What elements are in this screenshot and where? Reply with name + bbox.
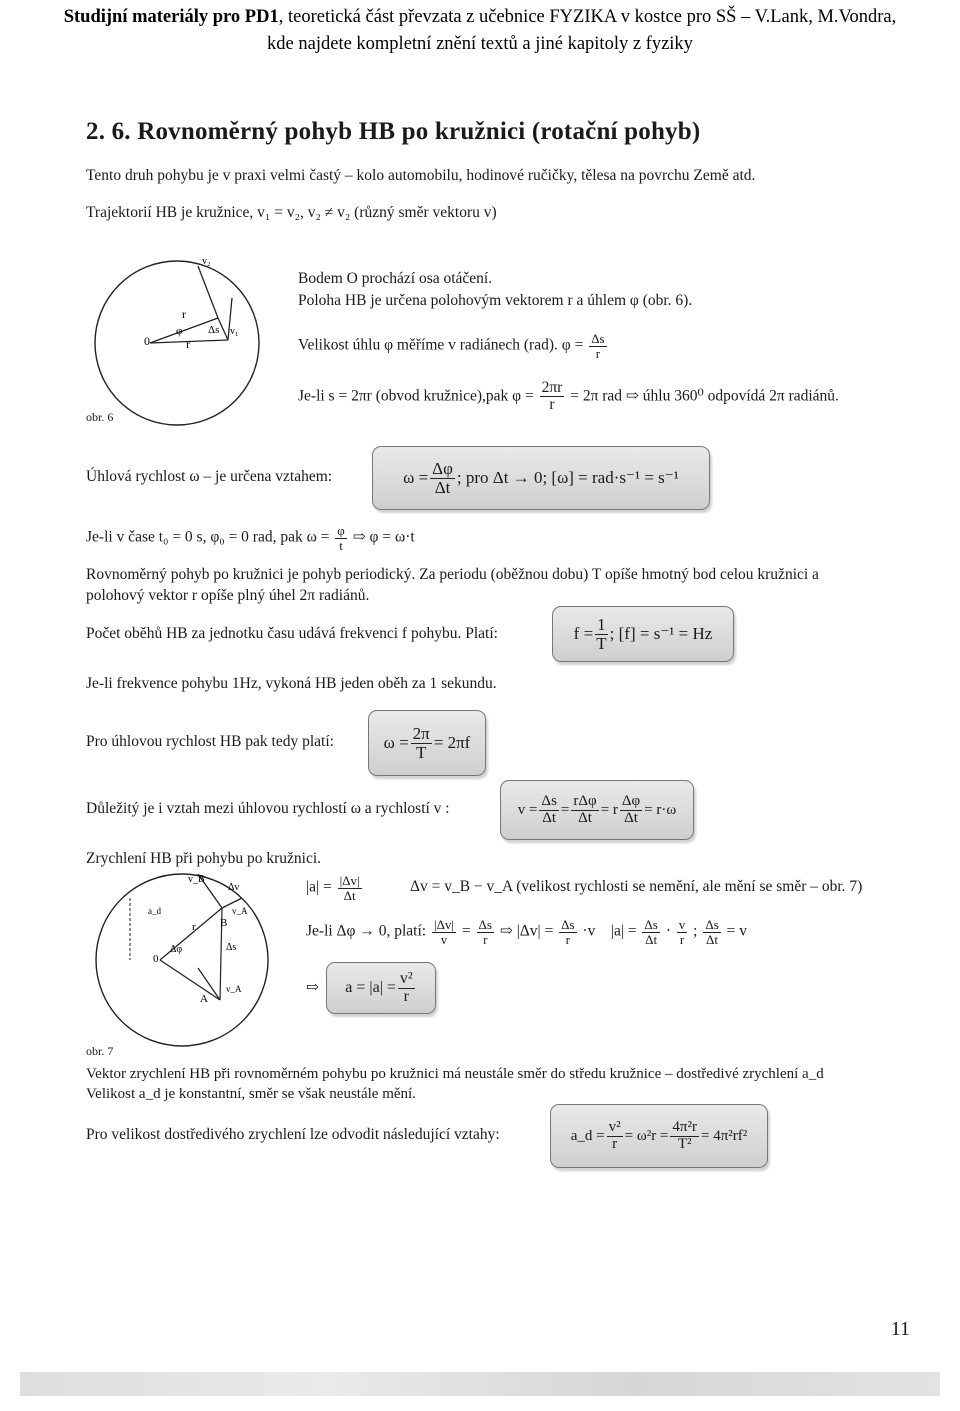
velocity-v2-arrow [198, 266, 218, 318]
page-number: 11 [890, 1318, 910, 1340]
fig6-t3-fraction [589, 332, 606, 360]
cent-mid: = ω²r = [624, 1127, 669, 1144]
fig6-t3-prefix: Velikost úhlu φ měříme v radiánech (rad). φ = [298, 336, 584, 354]
label-v1: v₁ [230, 326, 239, 337]
label-b: B [220, 917, 228, 929]
label-phi-7: Δφ [170, 944, 183, 955]
acceleration-title: Zrychlení HB při pohybu po kružnici. [86, 850, 322, 867]
scan-bottom-edge [20, 1372, 940, 1396]
fig6-text-3 [298, 332, 609, 360]
limit-f2 [477, 918, 494, 946]
radius-to-a [160, 960, 220, 1000]
rel-rest: = r·ω [644, 801, 677, 818]
header-rest: , teoretická část převzata z učebnice FYZIKA v kostce pro SŠ – V.Lank, M.Vondra, [278, 7, 897, 27]
rel-f3 [620, 794, 642, 827]
cent-f1-den: r [612, 1135, 618, 1152]
label-r-top: r [182, 307, 186, 321]
acc-magnitude [306, 874, 364, 902]
limit-f1-num: |Δv| [433, 917, 455, 932]
header-bold: Studijní materiály pro PD1 [63, 7, 279, 27]
centripetal-line-1: Vektor zrychlení HB při rovnoměrném pohybu po kružnici má neustále směr do středu kružnice – dostředivé zrychlení a_d [86, 1066, 824, 1082]
periodic-line-2: polohový vektor r opíše plný úhel 2π radiánů. [86, 587, 370, 604]
label-v2: v₂ [202, 256, 211, 267]
omega-f-label: Pro úhlovou rychlost HB pak tedy platí: [86, 733, 334, 750]
acc-num: |Δv| [339, 873, 360, 888]
limit-f1-den: v [440, 931, 448, 947]
freq-lhs: f = [573, 624, 594, 643]
rel-f2 [571, 794, 598, 827]
limit-f5-num: v [678, 917, 686, 932]
time-eq-den: t [339, 537, 343, 553]
acc-result-box [326, 962, 436, 1014]
figure-7-diagram [80, 868, 305, 1053]
limit-semi: ; [693, 922, 698, 940]
label-vb: v_B [188, 874, 205, 885]
section-title: 2. 6. Rovnoměrný pohyb HB po kružnici (rotační pohyb) [86, 118, 701, 145]
cent-rest: = 4π²rf² [700, 1127, 748, 1144]
acc-result-fraction [398, 971, 415, 1006]
fig6-t4-num: 2πr [541, 379, 563, 396]
intro-paragraph-1: Tento druh pohybu je v praxi velmi častý – kolo automobilu, hodinové ručičky, tělesa na povrchu Země atd. [86, 167, 756, 184]
limit-f4 [642, 918, 659, 946]
limit-f4-num: Δs [644, 917, 658, 932]
omega-f-den: T [416, 742, 427, 762]
av-den: Δt [434, 477, 451, 497]
figure-6-caption: obr. 6 [86, 410, 114, 424]
limit-eq1: = [461, 922, 471, 940]
limit-dot: · [665, 922, 671, 940]
omega-f-num: 2π [412, 723, 430, 743]
time-eq-prefix: Je-li v čase t₀ = 0 s, φ₀ = 0 rad, pak ω = [86, 528, 330, 546]
label-a: A [200, 993, 208, 1005]
limit-f2-num: Δs [478, 917, 492, 932]
limit-v: ·v [582, 922, 596, 940]
relation-label: Důležitý je i vztah mezi úhlovou rychlostí ω a rychlostí v : [86, 800, 450, 817]
label-ds: Δs [208, 324, 220, 336]
omega-f-lhs: ω = [383, 733, 409, 752]
freq-den: T [596, 633, 607, 653]
figure-6-diagram [70, 248, 285, 428]
freq-num: 1 [597, 614, 606, 634]
figure-7-caption: obr. 7 [86, 1044, 114, 1058]
fig6-t3-den: r [595, 345, 601, 361]
label-phi: φ [176, 325, 183, 337]
frequency-formula-box [552, 606, 734, 662]
time-eq-fraction [335, 524, 347, 552]
acc-limit [306, 918, 747, 946]
av-lhs: ω = [403, 468, 429, 487]
omega-f-fraction [411, 725, 432, 762]
angular-velocity-label: Úhlová rychlost ω – je určena vztahem: [86, 468, 333, 485]
limit-f5 [677, 918, 688, 946]
acc-result-den: r [403, 987, 409, 1005]
acc-fraction [338, 874, 362, 902]
av-fraction [430, 460, 455, 497]
cent-lhs: a_d = [570, 1127, 605, 1144]
label-dv: Δv [228, 882, 240, 893]
limit-f6-den: Δt [706, 931, 719, 947]
cent-f1 [607, 1120, 623, 1153]
delta-s-chord [218, 318, 228, 340]
limit-f5-den: r [679, 931, 685, 947]
omega-f-formula-box [368, 710, 486, 776]
rel-f2-den: Δt [578, 809, 592, 826]
label-va-top: v_A [232, 906, 248, 916]
label-va-bottom: v_A [226, 984, 242, 994]
fig6-text-1: Bodem O prochází osa otáčení. [298, 270, 493, 287]
limit-f3 [559, 918, 576, 946]
av-rest: ; pro Δt → 0; [ω] = rad·s⁻¹ = s⁻¹ [456, 468, 679, 487]
rel-f2-num: rΔφ [573, 792, 597, 809]
frequency-note: Je-li frekvence pohybu 1Hz, vykoná HB jeden oběh za 1 sekundu. [86, 675, 497, 692]
rel-eq: = [560, 801, 570, 818]
limit-f6 [703, 918, 720, 946]
periodic-line-1: Rovnoměrný pohyb po kružnici je pohyb periodický. Za periodu (oběžnou dobu) T opíše hmotný bod celou kružnici a [86, 566, 819, 583]
limit-f1 [432, 918, 456, 946]
fig6-t4-fraction [540, 380, 565, 414]
centripetal-formula-box [550, 1104, 768, 1168]
fig6-t4-suffix: = 2π rad ⇨ úhlu 360⁰ odpovídá 2π radiánů. [570, 387, 839, 405]
acc-den: Δt [343, 887, 356, 903]
cent-f1-num: v² [608, 1118, 621, 1135]
rel-lhs: v = [517, 801, 538, 818]
fig6-t4-prefix: Je-li s = 2πr (obvod kružnice),pak φ = [298, 387, 534, 405]
time-eq-suffix: ⇨ φ = ω·t [352, 528, 415, 546]
rel-f3-den: Δt [624, 809, 638, 826]
rel-f1-num: Δs [541, 792, 557, 809]
centripetal-label: Pro velikost dostředivého zrychlení lze odvodit následující vztahy: [86, 1126, 500, 1143]
time-eq-num: φ [337, 523, 345, 538]
centripetal-line-2: Velikost a_d je konstantní, směr se však neustále mění. [86, 1086, 416, 1102]
cent-f2 [670, 1120, 699, 1153]
limit-f4-den: Δt [645, 931, 658, 947]
label-ad: a_d [148, 906, 161, 916]
angular-velocity-formula-box [372, 446, 710, 510]
circle-trajectory-7 [96, 874, 268, 1046]
intro-paragraph-2: Trajektorií HB je kružnice, v₁ = v₂, v₂ ≠ v₂ (různý směr vektoru v) [86, 204, 497, 221]
label-r-bottom: r [186, 337, 190, 351]
limit-a: |a| = [610, 922, 637, 940]
rel-f1 [539, 794, 558, 827]
rel-f3-num: Δφ [621, 792, 641, 809]
label-ds-7: Δs [226, 942, 237, 953]
rel-eq2: = r [600, 801, 618, 818]
av-num: Δφ [432, 458, 453, 478]
freq-rest: ; [f] = s⁻¹ = Hz [609, 624, 713, 643]
time-equation [86, 524, 415, 552]
label-o: 0 [144, 334, 150, 348]
fig6-t3-num: Δs [591, 331, 605, 346]
cent-f2-num: 4π²r [672, 1118, 697, 1135]
circle-trajectory [95, 261, 259, 425]
omega-f-rest: = 2πf [433, 733, 471, 752]
limit-arrow: ⇨ |Δv| = [499, 922, 554, 940]
relation-formula-box [500, 780, 694, 840]
header-line-2: kde najdete kompletní znění textů a jiné kapitoly z fyziky [267, 34, 693, 54]
acc-result-num: v² [399, 969, 413, 987]
limit-f6-num: Δs [705, 917, 719, 932]
label-o-7: 0 [153, 953, 159, 965]
fig6-text-4 [298, 380, 839, 414]
header-line-1 [0, 4, 960, 31]
acc-lhs: |a| = [306, 878, 332, 896]
cent-f2-den: T² [677, 1135, 692, 1152]
limit-f3-num: Δs [561, 917, 575, 932]
limit-f2-den: r [483, 931, 488, 947]
frequency-label: Počet oběhů HB za jednotku času udává frekvenci f pohybu. Platí: [86, 625, 498, 642]
rel-f1-den: Δt [542, 809, 557, 826]
limit-end: = v [726, 922, 747, 940]
limit-f3-den: r [565, 931, 570, 947]
freq-fraction [595, 616, 608, 653]
fig6-text-2: Poloha HB je určena polohovým vektorem r a úhlem φ (obr. 6). [298, 292, 693, 309]
acc-result-arrow: ⇨ [306, 979, 319, 996]
page-header [0, 4, 960, 58]
label-r-7: r [192, 921, 196, 933]
limit-prefix: Je-li Δφ → 0, platí: [306, 922, 427, 940]
acc-result-lhs: a = |a| = [345, 979, 396, 996]
acc-delta-v: Δv = v_B − v_A (velikost rychlosti se nemění, ale mění se směr – obr. 7) [410, 878, 863, 895]
fig6-t4-den: r [549, 396, 555, 414]
